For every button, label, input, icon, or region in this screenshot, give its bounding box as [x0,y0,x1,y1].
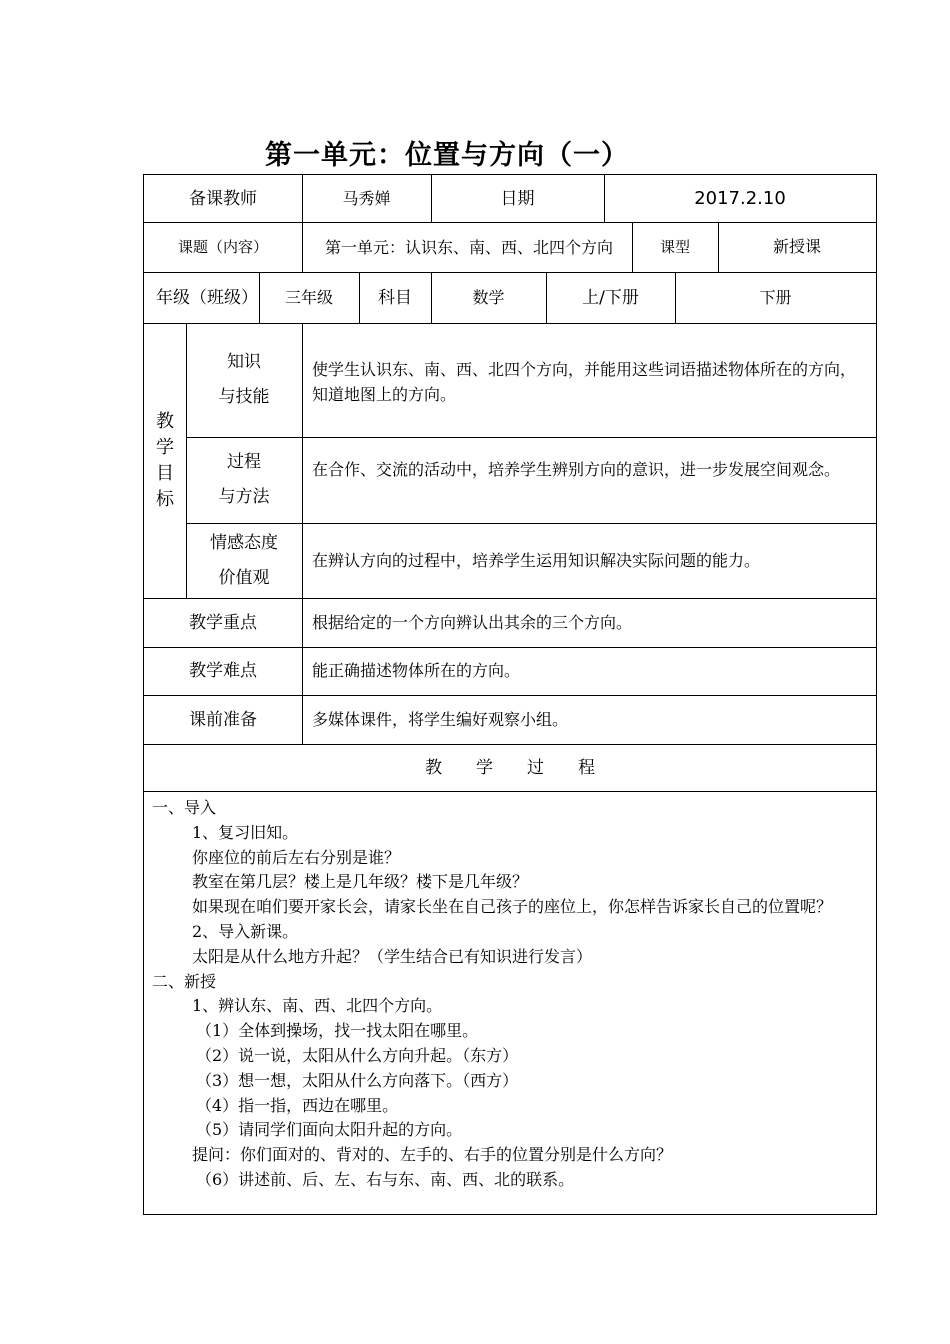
teacher-label: 备课教师 [189,188,257,209]
knowledge-label-line: 与技能 [218,387,270,407]
process-line: （5）请同学们面向太阳升起的方向。 [196,1120,463,1140]
col-divider [302,323,303,744]
date-label: 日期 [500,188,535,209]
key-point-label: 教学重点 [189,612,257,633]
process-line: （1）全体到操场，找一找太阳在哪里。 [196,1021,479,1041]
process-line: 太阳是从什么地方升起？（学生结合已有知识进行发言） [192,946,593,966]
type-label: 课型 [659,238,690,256]
page-title: 第一单元：位置与方向（一） [265,140,629,171]
process-line: 2、导入新课。 [192,921,299,941]
process-text: 在合作、交流的活动中，培养学生辨别方向的意识，进一步发展空间观念。 [312,460,841,479]
process-label-line: 与方法 [218,487,270,507]
process-line: （6）讲述前、后、左、右与东、南、西、北的联系。 [196,1169,575,1189]
process-line: 如果现在咱们要开家长会，请家长坐在自己孩子的座位上，你怎样告诉家长自己的位置呢？ [192,897,833,917]
objective-char: 目 [156,462,174,484]
emotion-text: 在辨认方向的过程中，培养学生运用知识解决实际问题的能力。 [312,550,761,570]
topic-label: 课题（内容） [177,238,268,256]
subject-label: 科目 [378,287,412,308]
volume-label: 上/下册 [582,287,639,308]
process-line: （3）想一想，太阳从什么方向落下。（西方） [196,1070,519,1090]
section-heading: 二、新授 [152,971,217,991]
objective-char: 标 [156,488,174,510]
section-heading: 一、导入 [152,798,217,817]
process-line: 教室在第几层？楼上是几年级？楼下是几年级？ [192,872,529,892]
grade-label: 年级（班级） [156,287,258,308]
topic-value: 第一单元：认识东、南、西、北四个方向 [324,237,613,257]
key-point-text: 根据给定的一个方向辨认出其余的三个方向。 [312,612,633,632]
knowledge-label-line: 知识 [227,352,261,372]
objective-char: 学 [156,436,174,458]
difficulty-label: 教学难点 [189,661,257,681]
difficulty-text: 能正确描述物体所在的方向。 [312,661,521,680]
process-header: 教 学 过 程 [425,757,595,778]
knowledge-text: 使学生认识东、南、西、北四个方向，并能用这些词语描述物体所在的方向，知道地图上的方向。 [312,360,857,404]
col-divider [302,222,303,272]
subject-value: 数学 [472,287,505,307]
teaching-process [152,796,868,1193]
emotion-label-line: 价值观 [218,567,270,588]
process-line: 1、辨认东、南、西、北四个方向。 [192,996,443,1016]
row-divider [144,791,876,792]
preparation-label: 课前准备 [189,709,257,730]
knowledge-label [186,323,302,437]
preparation-text: 多媒体课件，将学生编好观察小组。 [312,709,569,729]
emotion-label-line: 情感态度 [210,532,278,553]
lesson-plan-table [143,174,877,1215]
process-line: 1、复习旧知。 [192,822,299,842]
process-label [186,437,302,523]
process-label-line: 过程 [227,452,261,472]
grade-value: 三年级 [284,287,333,307]
type-value: 新授课 [772,237,821,256]
emotion-label [186,523,302,598]
teaching-objectives-label [144,323,186,598]
volume-value: 下册 [759,287,792,307]
date-value: 2017.2.10 [694,187,786,209]
teacher-value: 马秀婵 [342,188,391,208]
process-line: 提问：你们面对的、背对的、左手的、右手的位置分别是什么方向？ [192,1145,673,1165]
process-line: （4）指一指，西边在哪里。 [196,1095,399,1115]
process-line: （2）说一说，太阳从什么方向升起。（东方） [196,1045,519,1065]
process-line: 你座位的前后左右分别是谁？ [192,847,401,867]
objective-char: 教 [156,410,174,432]
